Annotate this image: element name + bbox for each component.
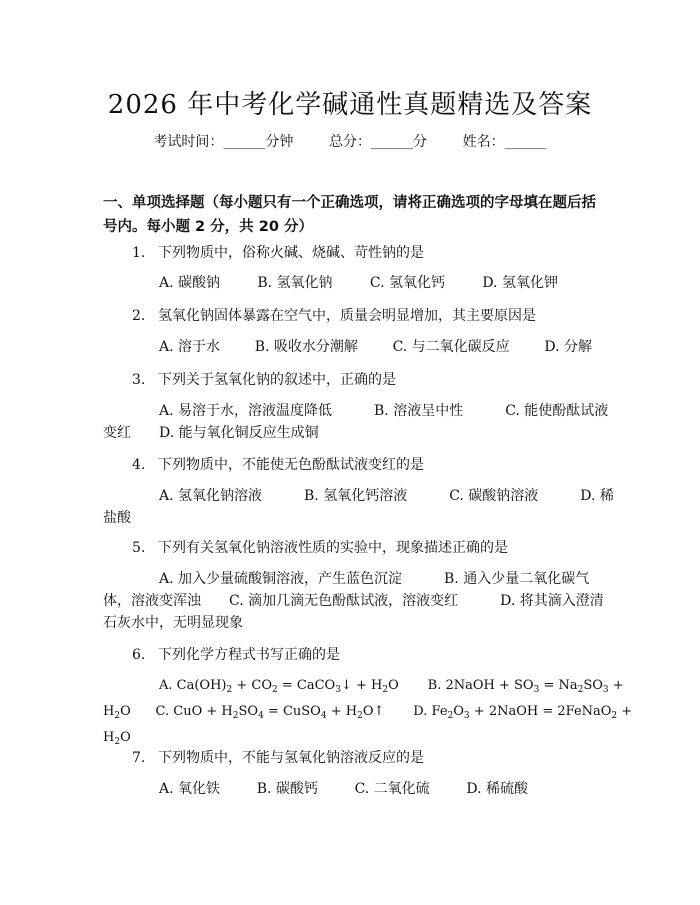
question-6-stem [103, 645, 598, 665]
option-b: B. 吸收水分潮解 [254, 339, 358, 355]
options-line-2: 盐酸 [103, 510, 131, 526]
options-line-1: A. $Ca(OH)_2 + CO_2$ = CaCO$_3$↓ + $H_2O$ B. 2NaOH + $SO_3 = Na_2SO_3$ + [159, 678, 624, 695]
option-c: C. 与二氧化碳反应 [392, 339, 510, 355]
question-text: 下列化学方程式书写正确的是 [158, 647, 340, 663]
exam-info-line [0, 131, 700, 151]
question-7-stem [103, 748, 598, 768]
question-number: 4. [132, 457, 146, 473]
question-text: 下列物质中，俗称火碱、烧碱、苛性钠的是 [158, 245, 424, 261]
question-4-stem [103, 455, 598, 475]
option-b: B. 碳酸钙 [256, 781, 318, 797]
options-line-1: A. 加入少量硫酸铜溶液，产生蓝色沉淀 B. 通入少量二氧化碳气 [159, 571, 590, 587]
question-6-options [103, 675, 633, 753]
question-number: 5. [132, 540, 146, 556]
section-heading: 一、单项选择题（每小题只有一个正确选项，请将正确选项的字母填在题后括号内。每小题 2 分，共 20 分） [103, 195, 596, 235]
page-title: 2026 年中考化学碱通性真题精选及答案 [107, 90, 593, 120]
question-4-options [103, 485, 614, 529]
question-3-stem [103, 370, 598, 390]
question-7-options [103, 778, 598, 800]
question-number: 6. [132, 647, 146, 663]
question-number: 7. [132, 750, 146, 766]
options-line-2: 变红 D. 能与氧化铜反应生成铜 [103, 425, 319, 441]
question-5-options [103, 568, 604, 634]
question-number: 3. [132, 372, 146, 388]
option-c: C. 二氧化硫 [354, 781, 430, 797]
question-number: 2. [132, 308, 146, 324]
question-text: 下列物质中，不能使无色酚酞试液变红的是 [158, 457, 424, 473]
question-text: 下列有关氢氧化钠溶液性质的实验中，现象描述正确的是 [158, 540, 508, 556]
options-line-2: 体，溶液变浑浊 C. 滴加几滴无色酚酞试液，溶液变红 D. 将其滴入澄清 [103, 593, 604, 609]
option-a: A. 氧化铁 [159, 781, 221, 797]
option-c: C. 氢氧化钙 [369, 275, 445, 291]
student-name-field: 姓名：______ [462, 134, 547, 150]
total-score-field: 总分：______分 [329, 134, 427, 150]
option-d: D. 氢氧化钾 [482, 275, 558, 291]
option-d: D. 分解 [544, 339, 592, 355]
options-line-2: $H_2O$ C. CuO + $H_2SO_4$ = CuSO$_4$ + $H_2O↑$ D. $Fe_2O_3$ + 2NaOH = 2FeNaO$_2$ + [103, 704, 633, 721]
option-b: B. 氢氧化钠 [257, 275, 333, 291]
question-text: 下列物质中，不能与氢氧化钠溶液反应的是 [158, 750, 424, 766]
options-line-3: $H_2O$ [103, 730, 131, 747]
options-line-3: 石灰水中，无明显现象 [103, 615, 243, 631]
options-line-1: A. 氢氧化钠溶液 B. 氢氧化钙溶液 C. 碳酸钠溶液 D. 稀 [159, 488, 614, 504]
exam-time-field: 考试时间：______分钟 [153, 134, 294, 150]
question-1-options [103, 272, 598, 294]
options-line-1: A. 易溶于水，溶液温度降低 B. 溶液呈中性 C. 能使酚酞试液 [159, 403, 609, 419]
question-number: 1. [132, 245, 146, 261]
question-3-options [103, 400, 609, 444]
option-a: A. 碳酸钠 [159, 275, 221, 291]
question-1-stem [103, 243, 598, 263]
question-text: 下列关于氢氧化钠的叙述中，正确的是 [158, 372, 396, 388]
option-a: A. 溶于水 [159, 339, 221, 355]
option-d: D. 稀硫酸 [466, 781, 528, 797]
question-2-options [103, 336, 598, 358]
question-2-stem [103, 306, 598, 326]
question-text: 氢氧化钠固体暴露在空气中，质量会明显增加，其主要原因是 [158, 308, 536, 324]
question-5-stem [103, 538, 598, 558]
